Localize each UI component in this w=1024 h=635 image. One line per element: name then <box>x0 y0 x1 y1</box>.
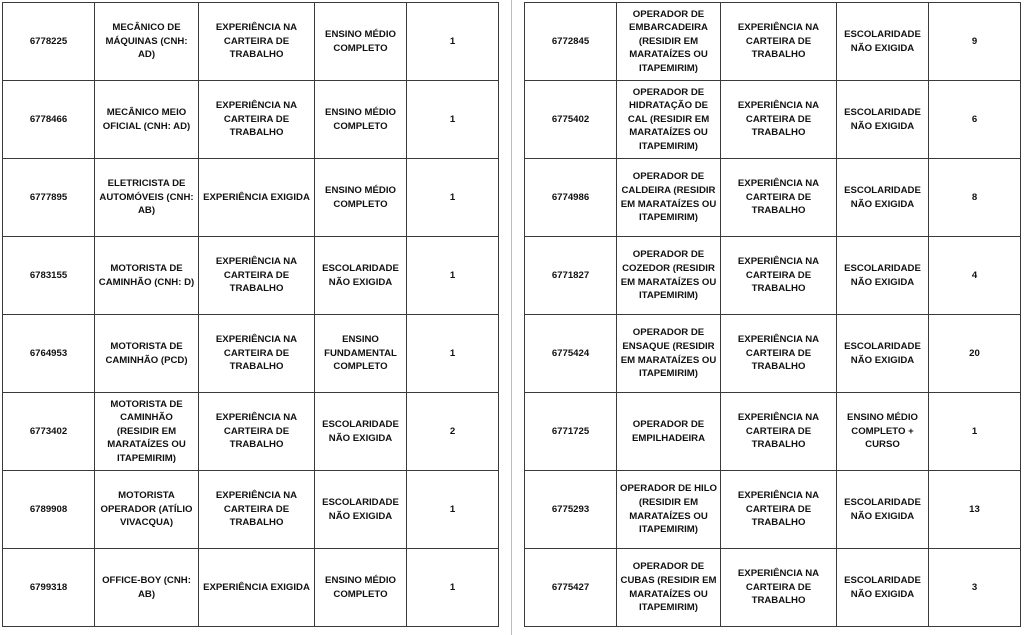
job-code-cell: 6777895 <box>3 159 95 237</box>
vacancies-cell: 2 <box>407 393 499 471</box>
table-row <box>525 471 1021 549</box>
education-cell: ENSINO MÉDIO COMPLETO <box>315 3 407 81</box>
vacancies-cell: 3 <box>929 549 1021 627</box>
vacancies-cell: 20 <box>929 315 1021 393</box>
vacancies-cell: 4 <box>929 237 1021 315</box>
experience-cell: EXPERIÊNCIA NA CARTEIRA DE TRABALHO <box>721 237 837 315</box>
education-cell: ESCOLARIDADE NÃO EXIGIDA <box>837 315 929 393</box>
vacancies-cell: 1 <box>407 81 499 159</box>
vacancies-cell: 8 <box>929 159 1021 237</box>
job-code-cell: 6799318 <box>3 549 95 627</box>
experience-cell: EXPERIÊNCIA NA CARTEIRA DE TRABALHO <box>199 81 315 159</box>
table-row <box>3 393 499 471</box>
vacancies-cell: 6 <box>929 81 1021 159</box>
table-row <box>3 315 499 393</box>
table-row <box>3 81 499 159</box>
vacancies-cell: 1 <box>407 3 499 81</box>
education-cell: ESCOLARIDADE NÃO EXIGIDA <box>837 549 929 627</box>
job-title-cell: MECÂNICO MEIO OFICIAL (CNH: AD) <box>95 81 199 159</box>
job-title-cell: MECÂNICO DE MÁQUINAS (CNH: AD) <box>95 3 199 81</box>
job-code-cell: 6789908 <box>3 471 95 549</box>
education-cell: ESCOLARIDADE NÃO EXIGIDA <box>315 471 407 549</box>
table-row <box>525 3 1021 81</box>
job-title-cell: OPERADOR DE ENSAQUE (RESIDIR EM MARATAÍZES OU ITAPEMIRIM) <box>617 315 721 393</box>
vacancies-cell: 1 <box>407 159 499 237</box>
experience-cell: EXPERIÊNCIA EXIGIDA <box>199 549 315 627</box>
experience-cell: EXPERIÊNCIA NA CARTEIRA DE TRABALHO <box>721 393 837 471</box>
vacancies-cell: 13 <box>929 471 1021 549</box>
table-row <box>3 471 499 549</box>
job-code-cell: 6774986 <box>525 159 617 237</box>
education-cell: ESCOLARIDADE NÃO EXIGIDA <box>837 237 929 315</box>
education-cell: ESCOLARIDADE NÃO EXIGIDA <box>837 471 929 549</box>
education-cell: ESCOLARIDADE NÃO EXIGIDA <box>837 159 929 237</box>
job-code-cell: 6772845 <box>525 3 617 81</box>
job-title-cell: OPERADOR DE CUBAS (RESIDIR EM MARATAÍZES OU ITAPEMIRIM) <box>617 549 721 627</box>
education-cell: ENSINO MÉDIO COMPLETO + CURSO <box>837 393 929 471</box>
job-title-cell: MOTORISTA DE CAMINHÃO (CNH: D) <box>95 237 199 315</box>
experience-cell: EXPERIÊNCIA NA CARTEIRA DE TRABALHO <box>199 315 315 393</box>
education-cell: ENSINO MÉDIO COMPLETO <box>315 159 407 237</box>
job-title-cell: OPERADOR DE HILO (RESIDIR EM MARATAÍZES OU ITAPEMIRIM) <box>617 471 721 549</box>
experience-cell: EXPERIÊNCIA NA CARTEIRA DE TRABALHO <box>199 393 315 471</box>
experience-cell: EXPERIÊNCIA NA CARTEIRA DE TRABALHO <box>721 471 837 549</box>
table-row <box>3 549 499 627</box>
education-cell: ESCOLARIDADE NÃO EXIGIDA <box>315 237 407 315</box>
education-cell: ESCOLARIDADE NÃO EXIGIDA <box>837 3 929 81</box>
job-table-right <box>524 2 1021 627</box>
job-title-cell: OFFICE-BOY (CNH: AB) <box>95 549 199 627</box>
job-code-cell: 6775424 <box>525 315 617 393</box>
education-cell: ENSINO MÉDIO COMPLETO <box>315 81 407 159</box>
experience-cell: EXPERIÊNCIA NA CARTEIRA DE TRABALHO <box>199 3 315 81</box>
vacancies-cell: 1 <box>407 237 499 315</box>
job-table-left <box>2 2 499 627</box>
job-title-cell: MOTORISTA OPERADOR (ATÍLIO VIVACQUA) <box>95 471 199 549</box>
job-table-right-body <box>525 3 1021 627</box>
job-code-cell: 6771827 <box>525 237 617 315</box>
table-row <box>525 549 1021 627</box>
vacancies-cell: 1 <box>407 471 499 549</box>
experience-cell: EXPERIÊNCIA NA CARTEIRA DE TRABALHO <box>721 159 837 237</box>
table-row <box>3 159 499 237</box>
job-title-cell: OPERADOR DE EMPILHADEIRA <box>617 393 721 471</box>
experience-cell: EXPERIÊNCIA NA CARTEIRA DE TRABALHO <box>721 3 837 81</box>
table-row <box>525 237 1021 315</box>
vacancies-cell: 1 <box>407 315 499 393</box>
table-row <box>525 393 1021 471</box>
job-title-cell: MOTORISTA DE CAMINHÃO (PCD) <box>95 315 199 393</box>
vacancies-cell: 9 <box>929 3 1021 81</box>
job-code-cell: 6775402 <box>525 81 617 159</box>
job-table-left-body <box>3 3 499 627</box>
job-title-cell: OPERADOR DE EMBARCADEIRA (RESIDIR EM MARATAÍZES OU ITAPEMIRIM) <box>617 3 721 81</box>
experience-cell: EXPERIÊNCIA NA CARTEIRA DE TRABALHO <box>721 81 837 159</box>
education-cell: ENSINO MÉDIO COMPLETO <box>315 549 407 627</box>
page-divider <box>511 0 512 635</box>
job-code-cell: 6771725 <box>525 393 617 471</box>
vacancies-cell: 1 <box>407 549 499 627</box>
experience-cell: EXPERIÊNCIA NA CARTEIRA DE TRABALHO <box>721 315 837 393</box>
job-title-cell: OPERADOR DE COZEDOR (RESIDIR EM MARATAÍZES OU ITAPEMIRIM) <box>617 237 721 315</box>
table-row <box>3 3 499 81</box>
job-code-cell: 6778225 <box>3 3 95 81</box>
job-code-cell: 6783155 <box>3 237 95 315</box>
table-row <box>3 237 499 315</box>
job-title-cell: ELETRICISTA DE AUTOMÓVEIS (CNH: AB) <box>95 159 199 237</box>
job-code-cell: 6775427 <box>525 549 617 627</box>
job-code-cell: 6775293 <box>525 471 617 549</box>
education-cell: ESCOLARIDADE NÃO EXIGIDA <box>837 81 929 159</box>
job-code-cell: 6778466 <box>3 81 95 159</box>
table-row <box>525 159 1021 237</box>
job-title-cell: OPERADOR DE HIDRATAÇÃO DE CAL (RESIDIR EM MARATAÍZES OU ITAPEMIRIM) <box>617 81 721 159</box>
table-row <box>525 81 1021 159</box>
education-cell: ESCOLARIDADE NÃO EXIGIDA <box>315 393 407 471</box>
job-code-cell: 6773402 <box>3 393 95 471</box>
education-cell: ENSINO FUNDAMENTAL COMPLETO <box>315 315 407 393</box>
job-code-cell: 6764953 <box>3 315 95 393</box>
experience-cell: EXPERIÊNCIA EXIGIDA <box>199 159 315 237</box>
vacancies-cell: 1 <box>929 393 1021 471</box>
job-title-cell: MOTORISTA DE CAMINHÃO (RESIDIR EM MARATAÍZES OU ITAPEMIRIM) <box>95 393 199 471</box>
experience-cell: EXPERIÊNCIA NA CARTEIRA DE TRABALHO <box>199 237 315 315</box>
job-title-cell: OPERADOR DE CALDEIRA (RESIDIR EM MARATAÍZES OU ITAPEMIRIM) <box>617 159 721 237</box>
experience-cell: EXPERIÊNCIA NA CARTEIRA DE TRABALHO <box>199 471 315 549</box>
experience-cell: EXPERIÊNCIA NA CARTEIRA DE TRABALHO <box>721 549 837 627</box>
table-row <box>525 315 1021 393</box>
